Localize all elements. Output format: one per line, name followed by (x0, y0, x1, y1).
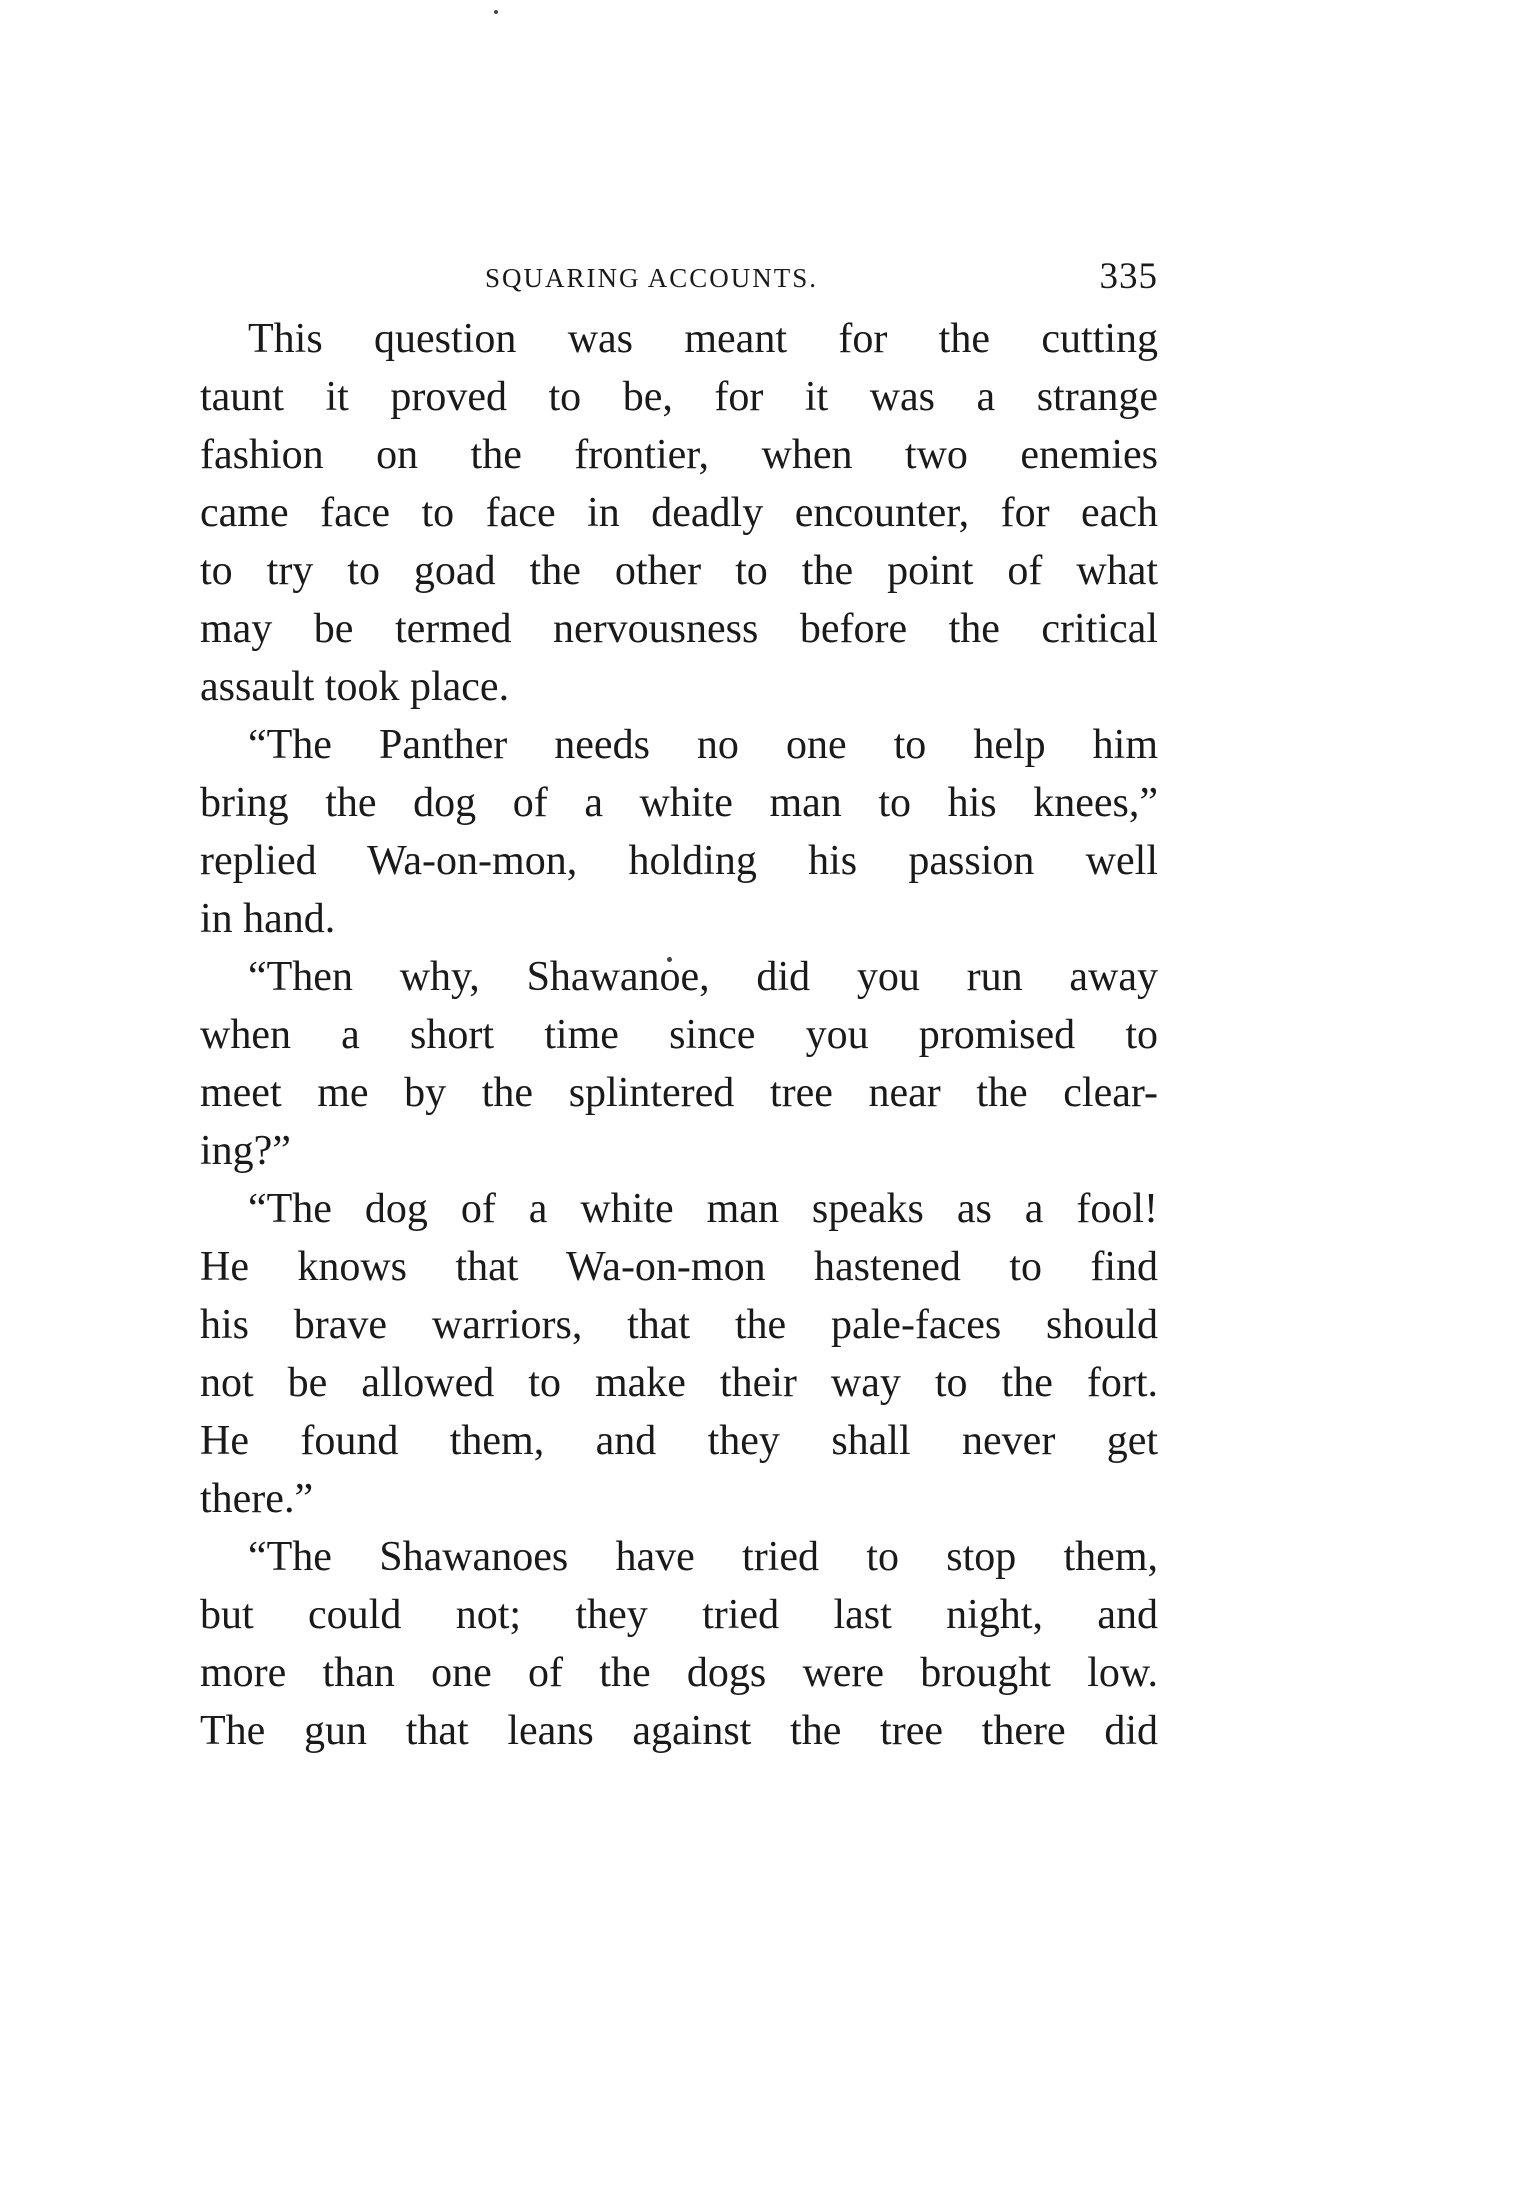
page-header (200, 255, 1158, 305)
text-line: “The dog of a white man speaks as a fool! (248, 1186, 1158, 1232)
text-line: there.” (200, 1476, 314, 1522)
text-line: The gun that leans against the tree there did (200, 1708, 1158, 1754)
text-line: to try to goad the other to the point of what (200, 548, 1158, 594)
text-line: taunt it proved to be, for it was a strange (200, 374, 1158, 420)
ink-speck (494, 10, 498, 14)
text-line: not be allowed to make their way to the fort. (200, 1360, 1158, 1406)
text-line: assault took place. (200, 664, 510, 710)
text-line: This question was meant for the cutting (248, 316, 1158, 362)
text-line: He knows that Wa-on-mon hastened to find (200, 1244, 1158, 1290)
text-line: bring the dog of a white man to his knees,” (200, 780, 1158, 826)
text-line: ing?” (200, 1128, 291, 1174)
text-line: may be termed nervousness before the critical (200, 606, 1158, 652)
text-line: “The Shawanoes have tried to stop them, (248, 1534, 1158, 1580)
text-line: in hand. (200, 896, 336, 942)
text-line: “Then why, Shawanoe, did you run away (248, 954, 1158, 1000)
text-line: came face to face in deadly encounter, for each (200, 490, 1158, 536)
text-line: when a short time since you promised to (200, 1012, 1158, 1058)
text-line: more than one of the dogs were brought low. (200, 1650, 1158, 1696)
text-line: but could not; they tried last night, and (200, 1592, 1158, 1638)
text-line: his brave warriors, that the pale-faces should (200, 1302, 1158, 1348)
body-text (200, 310, 1158, 1760)
text-line: meet me by the splintered tree near the clear- (200, 1070, 1158, 1116)
text-line: fashion on the frontier, when two enemies (200, 432, 1158, 478)
page-number: 335 (1099, 256, 1158, 297)
text-line: replied Wa-on-mon, holding his passion well (200, 838, 1158, 884)
running-title: SQUARING ACCOUNTS. (485, 263, 819, 293)
text-line: He found them, and they shall never get (200, 1418, 1158, 1464)
text-line: “The Panther needs no one to help him (248, 722, 1158, 768)
